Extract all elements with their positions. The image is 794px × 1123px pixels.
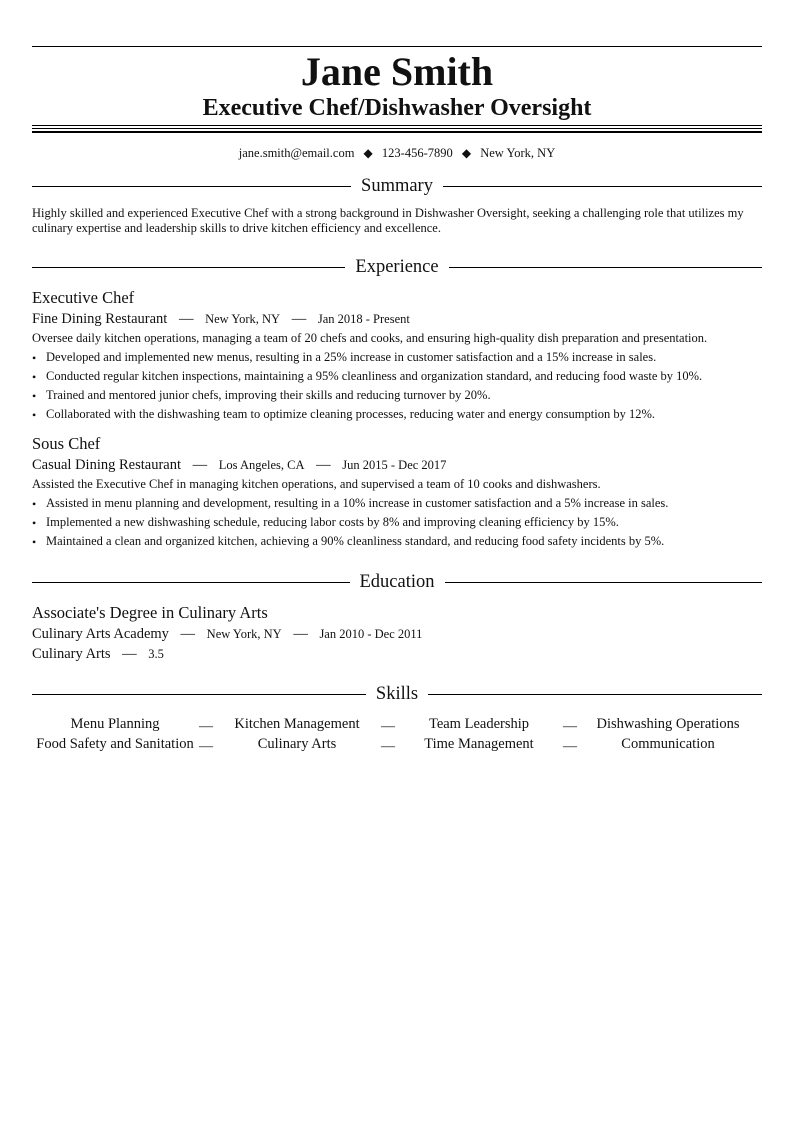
experience-heading: [32, 256, 762, 278]
skill-item: Culinary Arts: [257, 735, 337, 752]
job-title: Sous Chef: [32, 434, 101, 453]
skill-item: Communication: [621, 735, 715, 752]
education-field-line: [32, 645, 762, 663]
job-description: Assisted the Executive Chef in managing kitchen operations, and supervised a team of 10 cooks and dishwashers.: [32, 477, 601, 491]
skills-title: Skills: [375, 684, 419, 704]
bullet-item: • Assisted in menu planning and development, resulting in a 10% increase in customer satisfaction and a 5% increase in sales.: [32, 496, 762, 511]
dash-separator: —: [293, 626, 308, 642]
skills-row: [32, 714, 762, 734]
contact-email: jane.smith@email.com: [238, 146, 355, 160]
dash-separator: —: [178, 311, 194, 327]
bullet-item: • Developed and implemented new menus, resulting in a 25% increase in customer satisfaction and a 15% increase in sales.: [32, 350, 762, 365]
resume-page: [32, 46, 762, 754]
job-company: Fine Dining Restaurant: [32, 311, 168, 327]
skills-row: [32, 734, 762, 754]
education-title: Education: [359, 572, 435, 592]
dash-separator: —: [180, 626, 196, 642]
dash-separator: —: [316, 457, 331, 473]
contact-location: New York, NY: [480, 146, 556, 160]
education-heading: [32, 571, 762, 593]
job-bullets: [32, 496, 762, 549]
dash-separator: —: [563, 719, 577, 734]
dash-separator: —: [563, 739, 577, 754]
diamond-icon: ◆: [363, 146, 373, 160]
education-field: Culinary Arts: [32, 646, 111, 662]
contact-phone: 123-456-7890: [381, 146, 453, 160]
skill-item: Team Leadership: [428, 715, 530, 732]
job-dates: Jun 2015 - Dec 2017: [342, 458, 447, 472]
job-meta: [32, 456, 762, 474]
job-location: Los Angeles, CA: [218, 458, 305, 472]
summary-title: Summary: [361, 176, 433, 196]
contact-line: [32, 145, 762, 161]
education-meta: [32, 625, 762, 643]
job-bullets: [32, 350, 762, 422]
bullet-item: • Conducted regular kitchen inspections, maintaining a 95% cleanliness and organization standard, and reducing food waste by 10%.: [32, 369, 762, 384]
experience-title: Experience: [355, 257, 439, 277]
bullet-item: • Collaborated with the dishwashing team to optimize cleaning processes, reducing water and energy consumption by 12%.: [32, 407, 762, 422]
top-rule: [32, 46, 762, 47]
job-entry: [32, 434, 762, 549]
education-dates: Jan 2010 - Dec 2011: [319, 627, 423, 641]
bullet-item: • Trained and mentored junior chefs, improving their skills and reducing turnover by 20%.: [32, 388, 762, 403]
job-description: Oversee daily kitchen operations, managing a team of 20 chefs and cooks, and ensuring high-quality dish preparation and presentation.: [32, 331, 708, 345]
skill-item: Dishwashing Operations: [596, 715, 740, 732]
skill-item: Time Management: [424, 735, 534, 752]
job-company: Casual Dining Restaurant: [32, 457, 182, 473]
job-entry: [32, 288, 762, 422]
candidate-name: Jane Smith: [300, 49, 494, 94]
education-gpa: 3.5: [148, 647, 164, 661]
skill-item: Food Safety and Sanitation: [36, 735, 194, 752]
diamond-icon: ◆: [461, 146, 472, 160]
header-divider: [32, 125, 762, 133]
skill-item: Kitchen Management: [234, 715, 360, 732]
education-school: Culinary Arts Academy: [32, 626, 169, 642]
dash-separator: —: [381, 719, 395, 734]
education-location: New York, NY: [206, 627, 282, 641]
skills-grid: [32, 714, 762, 754]
dash-separator: —: [122, 646, 137, 662]
job-meta: [32, 310, 762, 328]
dash-separator: —: [291, 311, 307, 327]
job-location: New York, NY: [205, 312, 281, 326]
bullet-item: • Maintained a clean and organized kitchen, achieving a 90% cleanliness standard, and reducing food safety incidents by 5%.: [32, 534, 762, 549]
summary-heading: [32, 175, 762, 197]
skills-heading: [32, 683, 762, 705]
bullet-item: • Implemented a new dishwashing schedule, reducing labor costs by 8% and improving cleaning efficiency by 15%.: [32, 515, 762, 530]
dash-separator: —: [192, 457, 208, 473]
dash-separator: —: [199, 719, 213, 734]
skill-item: Menu Planning: [70, 715, 160, 732]
dash-separator: —: [199, 739, 213, 754]
dash-separator: —: [381, 739, 395, 754]
education-degree: Associate's Degree in Culinary Arts: [32, 603, 268, 622]
candidate-headline: Executive Chef/Dishwasher Oversight: [202, 95, 592, 121]
job-dates: Jan 2018 - Present: [317, 312, 410, 326]
job-title: Executive Chef: [32, 288, 135, 307]
summary-text: Highly skilled and experienced Executive Chef with a strong background in Dishwasher Oversight, seeking a challenging role that utilizes my culinary expertise and leadership skills to drive kitchen efficiency and excellence.: [32, 206, 744, 235]
